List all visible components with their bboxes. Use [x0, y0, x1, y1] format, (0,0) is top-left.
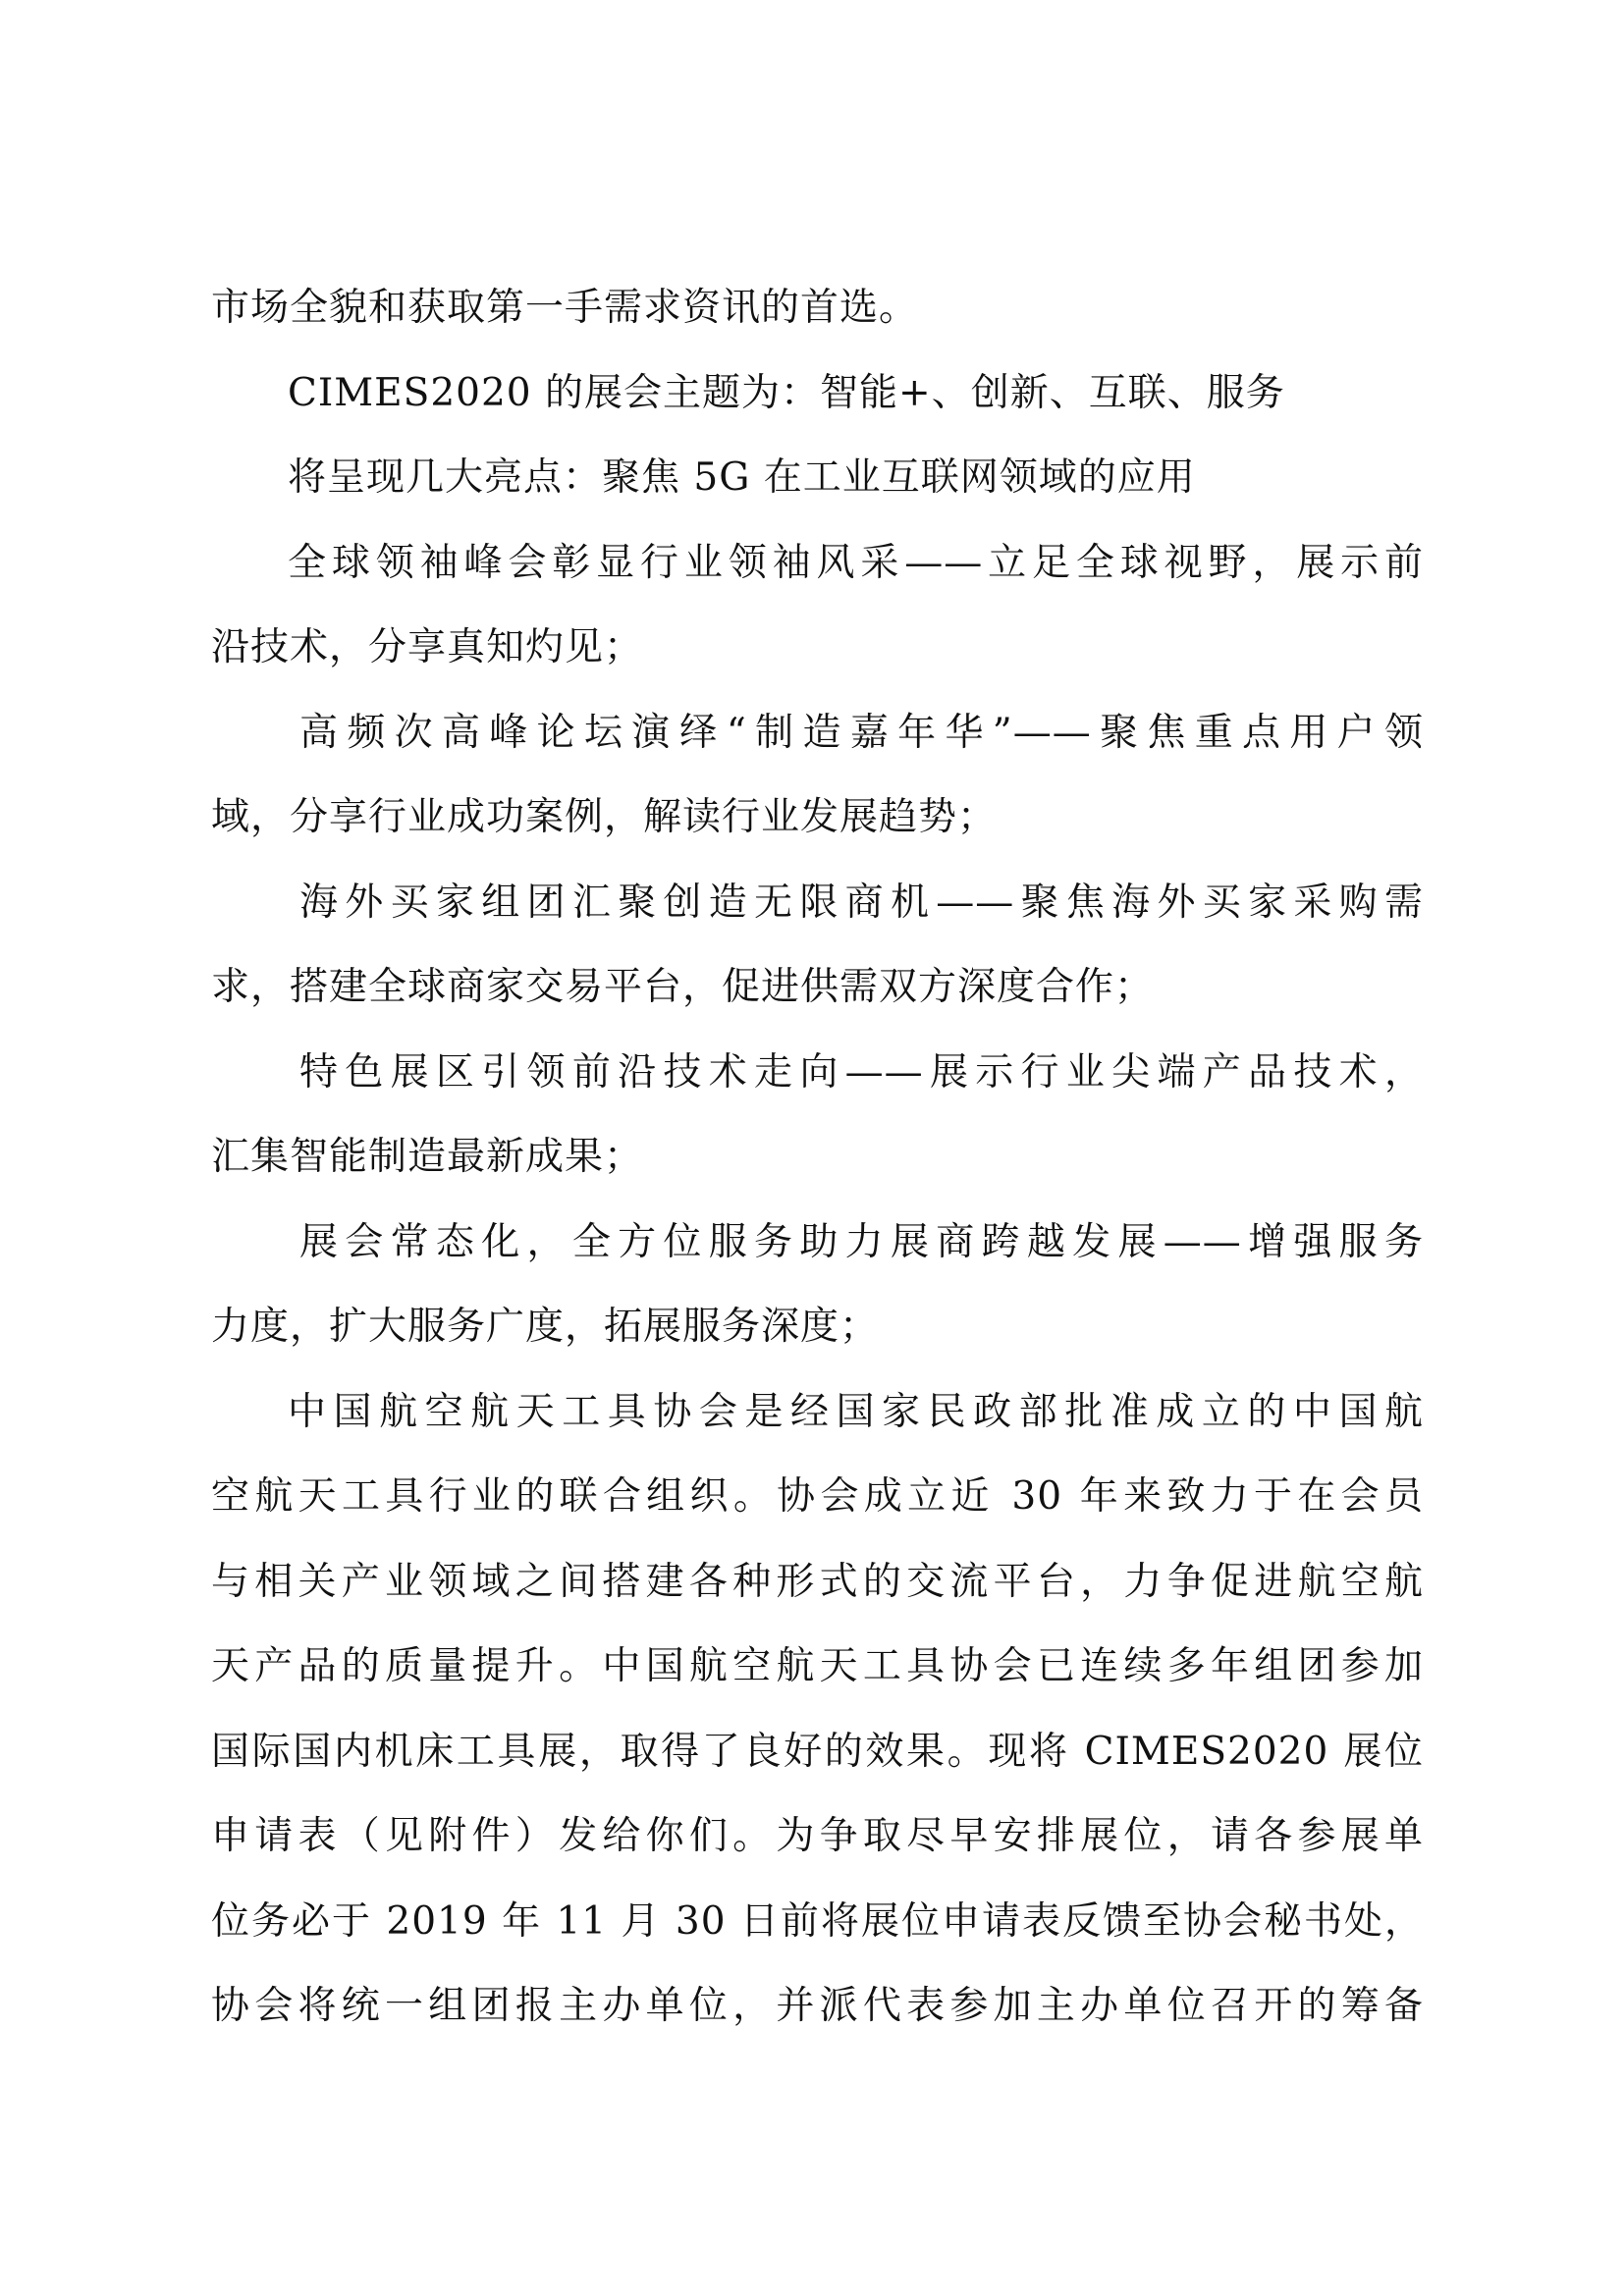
text-line: 特色展区引领前沿技术走向——展示行业尖端产品技术， — [299, 1049, 1424, 1095]
text-line: CIMES2020 的展会主题为：智能+、创新、互联、服务 — [288, 370, 1285, 415]
text-line: 全球领袖峰会彰显行业领袖风采——立足全球视野，展示前 — [288, 540, 1424, 585]
text-line: 高频次高峰论坛演绎“制造嘉年华”——聚焦重点用户领 — [299, 710, 1424, 755]
text-line: 沿技术，分享真知灼见； — [211, 625, 644, 669]
text-line: 中国航空航天工具协会是经国家民政部批准成立的中国航 — [288, 1389, 1424, 1434]
text-line: 求，搭建全球商家交易平台，促进供需双方深度合作； — [211, 965, 1155, 1009]
text-line: 协会将统一组团报主办单位，并派代表参加主办单位召开的筹备 — [211, 1984, 1424, 2028]
text-line: 国际国内机床工具展，取得了良好的效果。现将 CIMES2020 展位 — [211, 1729, 1424, 1774]
text-line: 海外买家组团汇聚创造无限商机——聚焦海外买家采购需 — [299, 880, 1424, 925]
text-line: 展会常态化，全方位服务助力展商跨越发展——增强服务 — [299, 1219, 1424, 1264]
text-line: 与相关产业领域之间搭建各种形式的交流平台，力争促进航空航 — [211, 1559, 1424, 1604]
text-line: 将呈现几大亮点：聚焦 5G 在工业互联网领域的应用 — [288, 455, 1196, 500]
text-line: 汇集智能制造最新成果； — [211, 1135, 644, 1179]
text-line: 天产品的质量提升。中国航空航天工具协会已连续多年组团参加 — [211, 1644, 1424, 1688]
text-line: 空航天工具行业的联合组织。协会成立近 30 年来致力于在会员 — [211, 1474, 1424, 1519]
text-line: 申请表（见附件）发给你们。为争取尽早安排展位，请各参展单 — [211, 1814, 1424, 1858]
text-line: 位务必于 2019 年 11 月 30 日前将展位申请表反馈至协会秘书处， — [211, 1898, 1424, 1944]
text-line: 力度，扩大服务广度，拓展服务深度； — [211, 1305, 880, 1349]
text-line: 域，分享行业成功案例，解读行业发展趋势； — [211, 795, 998, 839]
document-body — [211, 277, 1424, 2060]
text-line: 市场全貌和获取第一手需求资讯的首选。 — [211, 286, 919, 330]
